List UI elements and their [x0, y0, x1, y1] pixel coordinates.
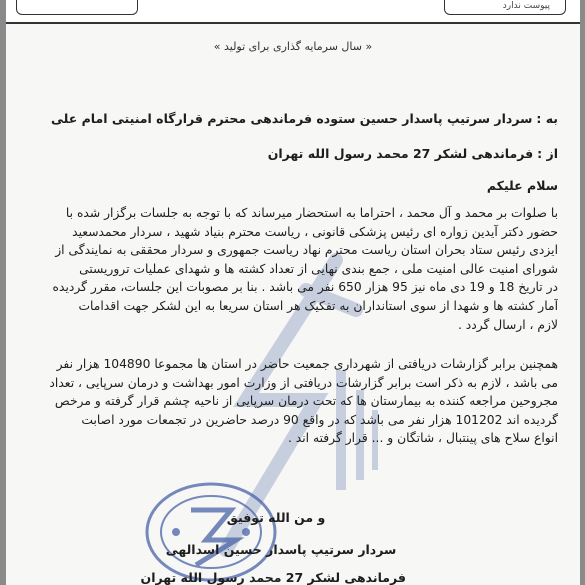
sender-text: فرماندهی لشکر 27 محمد رسول الله تهران [267, 146, 534, 161]
letterhead-strip [6, 0, 580, 24]
recipient-prefix: به : [536, 111, 558, 126]
recipient-line [51, 111, 558, 126]
paragraph-1-line: ایزدی رئیس ستاد بحران استان ریاست محترم نهاد ریاست جمهوری و سردار محققی به نمایندگی از [55, 243, 558, 258]
paragraph-1-line: شورای امنیت عالی امنیت ملی ، جمع بندی نهایی از تعداد کشته ها و شهدای عملیات تروریستی [79, 261, 558, 276]
paragraph-2 [18, 355, 558, 448]
attachment-label: پیوست ندارد [502, 1, 550, 11]
paragraph-1-line: با صلوات بر محمد و آل محمد ، احتراما به استحضار میرساند که با توجه به جلسات برگزار شده با [65, 206, 558, 220]
recipient-text: سردار سرتیپ پاسدار حسین ستوده فرماندهی محترم قرارگاه امنیتی امام علی [50, 111, 533, 126]
paragraph-1 [18, 204, 558, 334]
paragraph-2-line: می باشد ، لازم به ذکر است برابر گزارشات دریافتی از وزارت امور بهداشت و درمان سرپایی ، تعداد [49, 375, 558, 390]
greeting: سلام علیکم [486, 178, 558, 193]
paragraph-2-line: همچنین برابر گزارشات دریافتی از شهرداری جمعیت حاضر در استان ها مجموعا 104890 هزار نفر [56, 357, 558, 371]
signatory-name: سردار سرتیپ پاسدار حسین اسدالهی [165, 542, 397, 557]
paragraph-1-line: حضور دکتر آیدین زواره ای رئیس پزشکی قانونی ، ریاست محترم بنیاد شهید ، سردار محمدسعید [72, 224, 558, 239]
sender-line [268, 146, 558, 161]
paragraph-2-line: انواع سلاح های پینتبال ، شاتگان و ... قرار گرفته اند . [287, 431, 558, 446]
official-stamp [136, 470, 286, 585]
paragraph-2-line: گردیده اند 101202 هزار نفر می باشد که در واقع 90 درصد حاضرین در تجمعات مورد اصابت [81, 412, 558, 427]
sender-prefix: از : [537, 146, 558, 161]
year-slogan: « سال سرمایه گذاری برای تولید » [213, 40, 373, 53]
paragraph-1-line: آمار کشته ها و شهدا از سوی استانداران به تفکیک هر استان سریعا به این لشکر جهت اقدامات [78, 298, 558, 313]
signatory-title: فرماندهی لشکر 27 محمد رسول الله تهران [140, 570, 406, 585]
letter-page [6, 0, 580, 585]
paragraph-1-line: لازم ، ارسال گردد . [457, 317, 558, 332]
paragraph-1-line: در تاریخ 18 و 19 دی ماه نیز 95 هزار 650 نفر می باشد . بنا بر مصوبات این جلسات، مقرر گردیده [52, 280, 558, 295]
closing-phrase: و من الله توفیق [226, 510, 326, 525]
paragraph-2-line: مجروحین مراجعه کننده به بیمارستان ها که تحت درمان سرپایی از ناحیه چشم قرار گرفته و مرخص [54, 394, 558, 409]
letterhead-box-left [16, 0, 138, 15]
